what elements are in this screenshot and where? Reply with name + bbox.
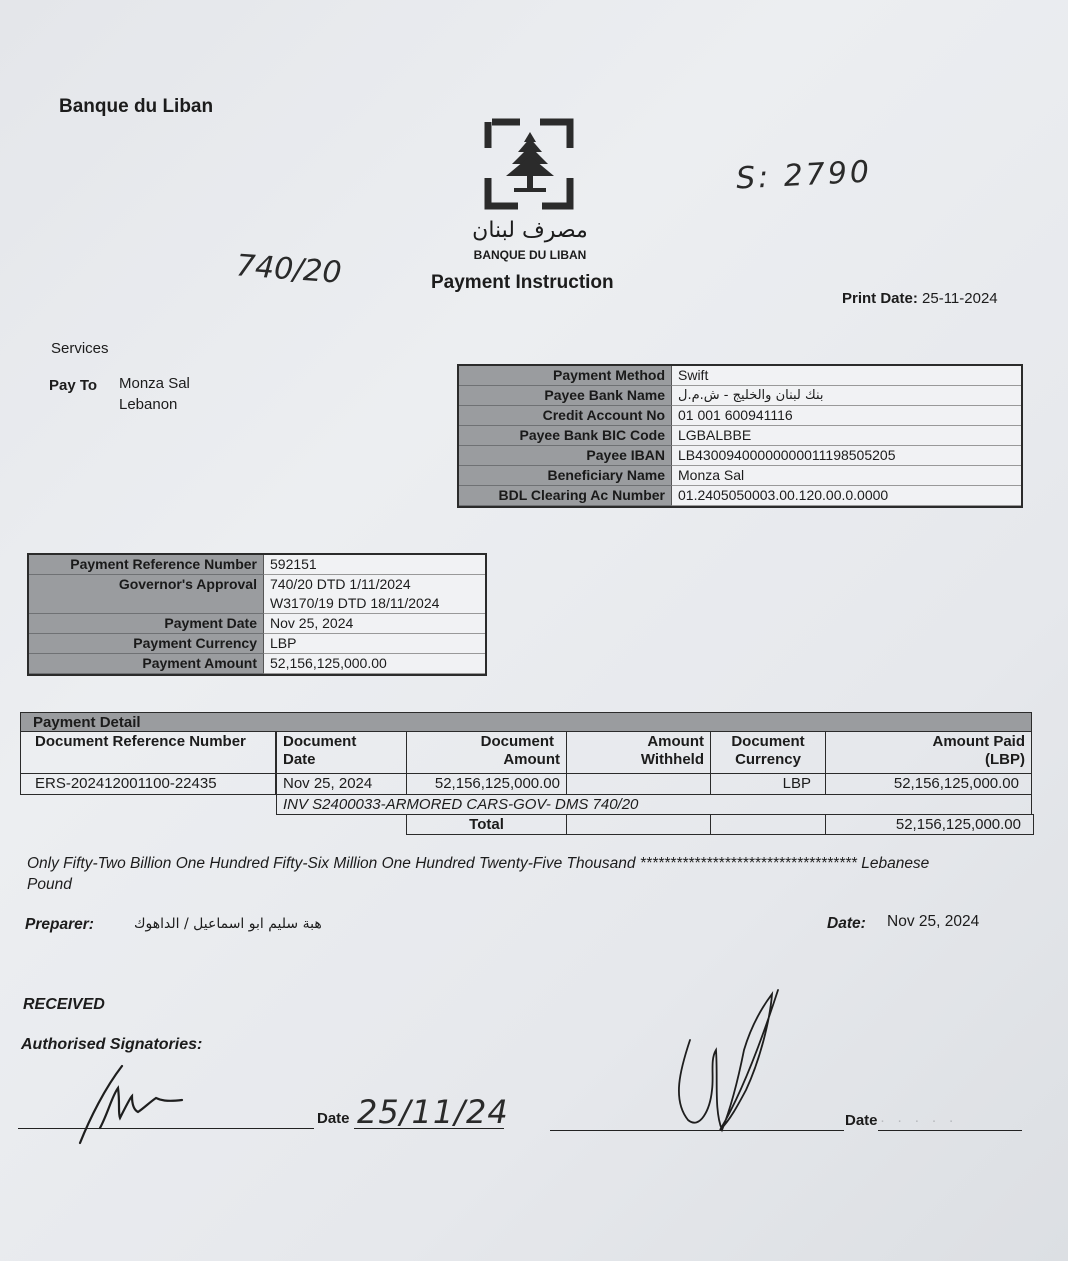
detail-value: Monza Sal <box>672 466 1022 486</box>
detail-label: Beneficiary Name <box>459 466 672 486</box>
payment-date-label: Payment Date <box>29 614 264 634</box>
detail-label: Credit Account No <box>459 406 672 426</box>
row-amount-paid: 52,156,125,000.00 <box>825 773 1032 795</box>
header-withheld-line1: Amount <box>647 733 704 750</box>
header-doc-date-line2: Date <box>283 751 316 768</box>
signature-line-right <box>550 1130 844 1131</box>
header-doc-date-line1: Document <box>283 733 357 750</box>
detail-value: 01 001 600941116 <box>672 406 1022 426</box>
governor-approval-label: Governor's Approval <box>29 575 264 614</box>
header-amount-paid <box>825 731 1032 774</box>
payment-currency-label: Payment Currency <box>29 634 264 654</box>
header-amount-paid-line2: (LBP) <box>985 751 1025 768</box>
header-doc-amount-line2: Amount <box>503 751 560 768</box>
bank-name: Banque du Liban <box>59 96 214 117</box>
total-label: Total <box>406 814 567 835</box>
row-withheld <box>566 773 711 795</box>
header-currency-line1: Document <box>731 733 805 750</box>
payment-detail-title: Payment Detail <box>20 712 1032 732</box>
signature-line-left <box>18 1128 314 1129</box>
detail-value: LGBALBBE <box>672 426 1022 446</box>
header-doc-amount-line1: Document <box>480 733 554 750</box>
document-title: Payment Instruction <box>431 272 614 293</box>
authorised-signatories-label: Authorised Signatories: <box>21 1036 203 1053</box>
reference-number-value: 592151 <box>264 555 486 575</box>
preparer-date-label: Date: <box>827 915 866 932</box>
date-label-left: Date <box>317 1110 350 1127</box>
detail-value: 01.2405050003.00.120.00.0.0000 <box>672 486 1022 506</box>
detail-value: Swift <box>672 366 1022 386</box>
row-doc-ref: ERS-202412001100-22435 <box>20 773 276 795</box>
payment-amount-label: Payment Amount <box>29 654 264 674</box>
handwritten-reference-right: S: 2790 <box>735 154 873 197</box>
print-date-label: Print Date: <box>842 290 918 307</box>
total-value: 52,156,125,000.00 <box>825 814 1034 835</box>
approval-line-1: 740/20 DTD 1/11/2024 <box>270 576 411 592</box>
print-date-value: 25-11-2024 <box>922 290 998 307</box>
faded-stamp-date: · · · · · <box>880 1112 958 1129</box>
detail-label: BDL Clearing Ac Number <box>459 486 672 506</box>
approval-line-2: W3170/19 DTD 18/11/2024 <box>270 595 440 611</box>
header-withheld <box>566 731 711 774</box>
row-description: INV S2400033-ARMORED CARS-GOV- DMS 740/20 <box>276 794 1032 815</box>
detail-value: LB43009400000000011198505205 <box>672 446 1022 466</box>
amount-in-words-line2: Pound <box>27 876 72 893</box>
date-label-right: Date <box>845 1112 878 1129</box>
header-doc-date <box>276 731 407 774</box>
date-line-left <box>354 1128 504 1129</box>
payment-date-value: Nov 25, 2024 <box>264 614 486 634</box>
amount-in-words-line1: Only Fifty-Two Billion One Hundred Fifty-Six Million One Hundred Twenty-Five Thousand ************************************ Lebanese <box>27 855 930 872</box>
logo-arabic-text: مصرف لبنان <box>472 218 588 243</box>
detail-label: Payment Method <box>459 366 672 386</box>
pay-to-label: Pay To <box>49 377 98 394</box>
payment-amount-value: 52,156,125,000.00 <box>264 654 486 674</box>
header-amount-paid-line1: Amount Paid <box>932 733 1025 750</box>
header-currency <box>710 731 826 774</box>
logo-caption: BANQUE DU LIBAN <box>473 248 587 262</box>
row-doc-amount: 52,156,125,000.00 <box>406 773 567 795</box>
payee-name: Monza Sal <box>119 375 190 392</box>
signature-right <box>660 980 800 1140</box>
payee-country: Lebanon <box>119 396 178 413</box>
header-doc-amount <box>406 731 567 774</box>
detail-value: بنك لبنان والخليج - ش.م.ل <box>672 386 1022 406</box>
handwritten-date-left: 25/11/24 <box>357 1093 509 1131</box>
detail-label: Payee Bank Name <box>459 386 672 406</box>
payment-currency-value: LBP <box>264 634 486 654</box>
detail-label: Payee IBAN <box>459 446 672 466</box>
header-doc-ref: Document Reference Number <box>20 731 276 774</box>
received-label: RECEIVED <box>23 996 105 1013</box>
detail-label: Payee Bank BIC Code <box>459 426 672 446</box>
preparer-date-value: Nov 25, 2024 <box>887 913 980 930</box>
total-blank-1 <box>566 814 711 835</box>
services-label: Services <box>51 340 109 357</box>
preparer-name: هبة سليم ابو اسماعيل / الداهوك <box>134 916 322 932</box>
reference-number-label: Payment Reference Number <box>29 555 264 575</box>
header-currency-line2: Currency <box>735 751 801 768</box>
preparer-label: Preparer: <box>25 916 94 933</box>
row-currency: LBP <box>710 773 826 795</box>
total-blank-2 <box>710 814 826 835</box>
date-line-right <box>878 1130 1022 1131</box>
header-withheld-line2: Withheld <box>640 751 704 768</box>
signature-left <box>60 1058 200 1148</box>
handwritten-reference-left: 740/20 <box>234 248 343 291</box>
row-doc-date: Nov 25, 2024 <box>276 773 407 795</box>
